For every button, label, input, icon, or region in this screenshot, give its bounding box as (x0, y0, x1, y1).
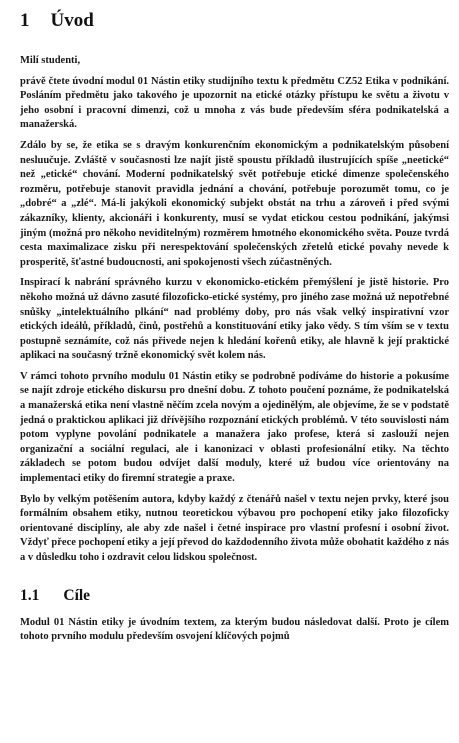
section-number: 1.1 (20, 586, 40, 604)
greeting: Milí studenti, (20, 55, 81, 66)
chapter-body (20, 54, 449, 566)
paragraph-author-wish: Bylo by velkým potěšením autora, kdyby každý z čtenářů našel v textu nejen prvky, které jsou formálním obsahem etiky, nutnou teoretickou výbavou pro pochopení etiky jako filozoficky orientované disciplíny, ale aby zde našel i četné inspirace pro vlastní profesní i osobní život. Vždyť přece pochopení etiky a její převod do každodenního života může obohatit každého z nás a v důsledku toho i ozdravit celou lidskou společnost. (20, 493, 449, 563)
paragraph-ethics-business: Zdálo by se, že etika se s dravým konkurenčním ekonomickým a podnikatelským působení nesluučuje. Zvláště v současnosti lze najít jistě spoustu příkladů ilustrujících spíše „neetické“ než „etické“ chování. Moderní podnikatelský svět potřebuje etické dimenze společenského rozměru, potřebuje stanovit pravidla jednání a chování, potřebuje porozumět tomu, co je „dobré“ a „zlé“. Má-li jakýkoli ekonomický subjekt obstát na trhu a zároveň i před svými zákazníky, klienty, akcionáři i konkurenty, musí se vydat etickou cestou podnikání, jakýmsi jiným (možná pro někoho neviditelným) rozměrem hmotného ekonomického světa. Pouze tvrdá cesta maximalizace zisku při nerespektování společenských zřetelů etické povahy nevede k prosperitě, šťastné budoucnosti, ani spokojenosti všech zúčastněných. (20, 139, 449, 268)
chapter-number: 1 (20, 10, 30, 31)
section-title: Cíle (63, 586, 91, 604)
paragraph-module-scope: V rámci tohoto prvního modulu 01 Nástin etiky se podrobně podíváme do historie a pokusíme se najít zdroje etického diskursu pro dnešní dobu. Z tohoto poučení poznáme, že podnikatelská a manažerská etika není vlastně něčím zcela novým a ojedinělým, ale objevíme, že se v podstatě jedná o praktickou aplikaci již dřívějšího rozpoznání etických problémů. V této souvislosti nám potom vyplyne povolání podnikatele a manažera jako profese, která si zaslouží nejen organizační a sociální regulaci, ale i kanonizaci v oblasti profesionální etiky. Na těchto základech se potom budou odvíjet další moduly, které už budou více orientovány na implementaci etiky do firemní strategie a praxe. (20, 370, 449, 485)
section-body (20, 616, 449, 645)
chapter-title: Úvod (50, 10, 94, 31)
paragraph-goals: Modul 01 Nástin etiky je úvodním textem, za kterým budou následovat další. Proto je cílem tohoto prvního modulu především osvojení klíčových pojmů (20, 616, 449, 643)
paragraph-history: Inspirací k nabrání správného kurzu v ekonomicko-etickém přemýšlení je jistě historie. Pro někoho možná už dávno zasuté filozoficko-etické systémy, pro jiného zase možná už nepotřebné snůšky „intelektuálního plkání“ nad problémy doby, pro nás však velký inspirativní vzor etických ideálů, příkladů, činů, postřehů a konstituování etiky jako vědy. S tím vším se v textu postupně seznámíte, což nás přivede nejen k hledání kořenů etiky, ale hlavně k její praktické aplikaci na současný tržně ekonomický svět kolem nás. (20, 277, 449, 362)
section-heading (20, 586, 449, 606)
chapter-heading (20, 8, 449, 34)
paragraph-intro: právě čtete úvodní modul 01 Nástin etiky studijního textu k předmětu CZ52 Etika v podnikání. Posláním předmětu jako takového je upozornit na etické otázky přístupu ke světu a životu v jeho osobní i pracovní dimenzi, což u mnoha z vás bude především sféra podnikatelská a manažerská. (20, 75, 449, 131)
